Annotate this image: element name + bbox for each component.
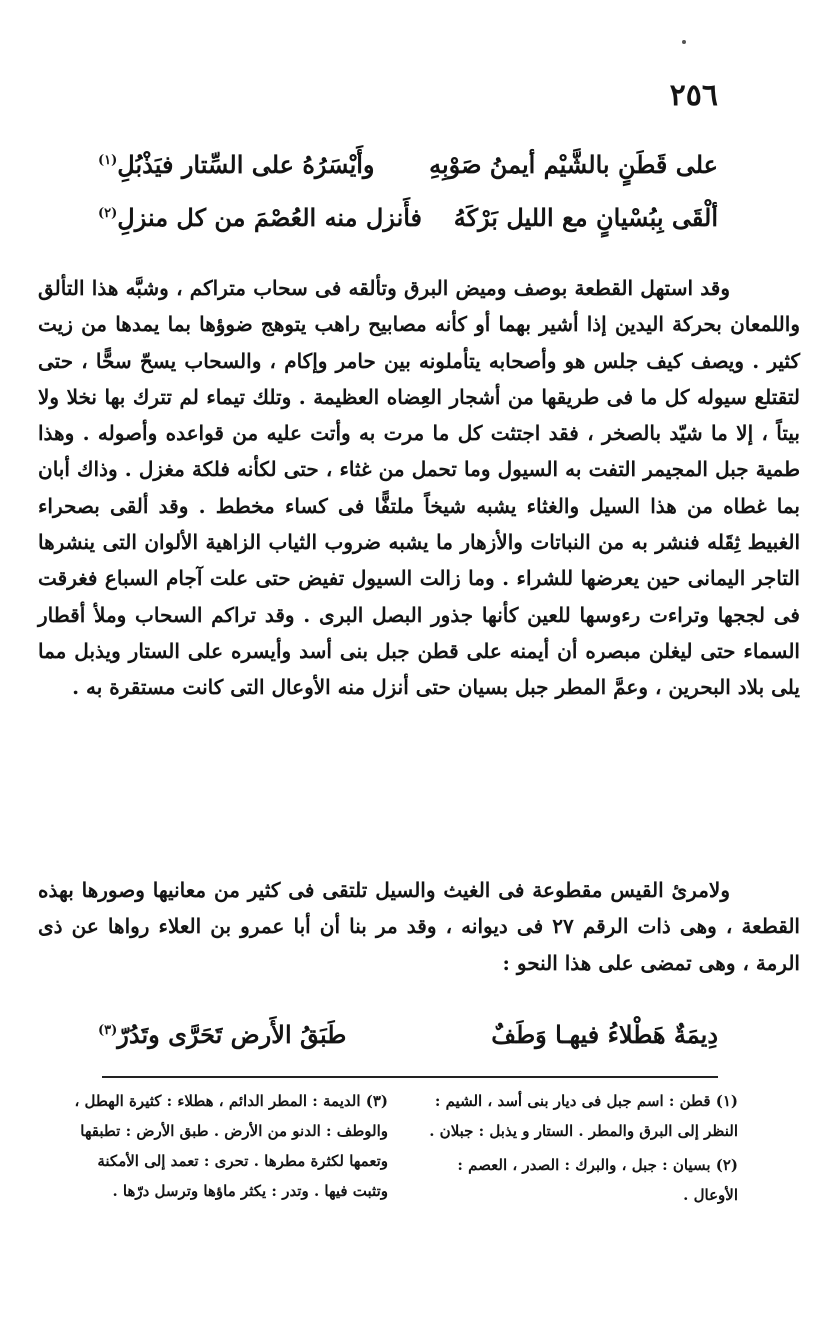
verse-1-second-hemistich [98,150,375,179]
verse-line-3 [98,1020,718,1049]
verse-2-second-hemistich [98,203,422,232]
footnote-divider [102,1076,718,1078]
commentary-block-2 [38,872,800,981]
footnote-ref-2: (٢) [98,206,118,221]
verse-line-1 [98,150,718,179]
verse-3-second-text: طَبَقُ الأَرض تَحَرَّى وتَدُرّ [117,1020,347,1049]
page-speck [682,40,686,44]
page-number: ٢٥٦ [669,78,718,113]
paragraph-2: ولامرئ القيس مقطوعة فى الغيث والسيل تلتقى فى كثير من معانيها وصورها بهذه القطعة ، وهى ذات الرقم ٢٧ فى ديوانه ، وقد مر بنا أن أبا عمرو بن العلاء رواها عن ذى الرمة ، وهى تمضى على هذا النحو : [38,878,800,975]
footnote-1: (١) قطن : اسم جبل فى ديار بنى أسد ، الشيم : النظر إلى البرق والمطر . الستار و يذبل : جبلان . [429,1092,738,1140]
footnotes-area [38,1086,798,1261]
verse-1-second-text: وأَيْسَرُهُ على السِّتار فيَذْبُلِ [117,150,375,179]
footnote-2: (٢) بسيان : جبل ، والبرك : الصدر ، العصم : الأوعال . [457,1156,738,1204]
commentary-block-1 [38,270,800,706]
footnotes-column-left [58,1086,388,1210]
verse-2-first-hemistich: ألْقَى بِبُسْيانٍ مع الليل بَرْكَهُ [453,203,718,232]
verse-line-2 [98,203,718,232]
footnote-3: (٣) الديمة : المطر الدائم ، هطلاء : كثيرة الهطل ، والوطف : الدنو من الأرض . طبق الأرض : تطبقها وتعمها لكثرة مطرها . تحرى : تعمد إلى الأمكنة وتثبت فيها . وتدر : يكثر ماؤها وترسل درّها . [74,1092,388,1200]
footnote-ref-3: (٣) [98,1023,118,1038]
verse-1-first-hemistich: على قَطَنٍ بالشَّيْم أيمنُ صَوْبِهِ [429,150,718,179]
verse-3-first-hemistich: دِيمَةٌ هَطْلاءُ فيهـا وَطَفٌ [491,1020,718,1049]
verse-2-second-text: فأَنزل منه العُصْمَ من كل منزلِ [117,203,423,232]
verse-3-second-hemistich [98,1020,346,1049]
paragraph-1: وقد استهل القطعة بوصف وميض البرق وتألقه فى سحاب متراكم ، وشبَّه هذا التألق واللمعان بحركة اليدين إذا أشير بهما أو كأنه مصابيح راهب يتوهج ضوؤها بما يمدها من زيت كثير . ويصف كيف جلس هو وأصحابه يتأملونه بين حامر وإكام ، والسحاب يسحّ سحًّا ، حتى لتقتلع سيوله كل ما فى طريقها من أشجار العِضاه العظيمة . وتلك تيماء لم تترك بها نخلا ولا بيتاً ، إلا ما شيّد بالصخر ، فقد اجتثت كل ما مرت به وأتت عليه من قواعده وأصوله . وهذا طمية جبل المجيمر التفت به السيول وما تحمل من غثاء ، حتى لكأنه فلكة مغزل . وذاك أبان بما غطاه من هذا السيل والغثاء يشبه شيخاً ملتفًّا فى كساء مخطط . وقد ألقى بصحراء الغبيط ثِقَله فنشر به من النباتات والأزهار ما يشبه ضروب الثياب الزاهية الألوان التى ينشرها التاجر اليمانى حين يعرضها للشراء . وما زالت السيول تفيض حتى علت آجام السباع فغرقت فى لججها وتراءت رءوسها للعين كأنها جذور البصل البرى . وقد تراكم السحاب وملأ أقطار السماء حتى ليغلن مبصره أن أيمنه على قطن جبل بنى أسد وأيسره على الستار ويذبل مما يلى بلاد البحرين ، وعمَّ المطر جبل بسيان حتى أنزل منه الأوعال التى كانت مستقرة به . [38,276,801,700]
footnotes-column-right [408,1086,738,1214]
footnote-ref-1: (١) [98,153,118,168]
